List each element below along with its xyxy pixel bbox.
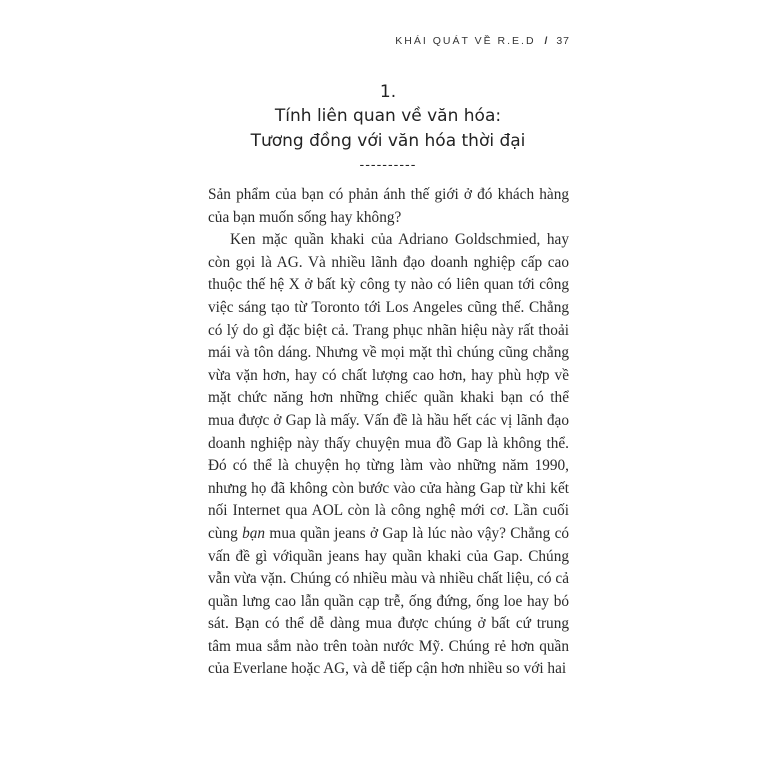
paragraph-main-part-1: Ken mặc quần khaki của Adriano Goldschmied, hay còn gọi là AG. Và nhiều lãnh đạo doanh nghiệp cấp cao thuộc thế hệ X ở bất kỳ công ty nào có liên quan tới công việc sáng tạo từ Toronto tới Los Angeles cũng thế. Chẳng có lý do gì đặc biệt cả. Trang phục nhãn hiệu này rất thoải mái và tôn dáng. Nhưng về mọi mặt thì chúng cũng chẳng vừa vặn hơn, hay có chất lượng cao hơn, hay phù hợp về mặt chức năng hơn những chiếc quần khaki bạn có thể mua được ở Gap là mấy. Vấn đề là hầu hết các vị lãnh đạo doanh nghiệp này thấy chuyện mua đồ Gap là không thể. Đó có thể là chuyện họ từng làm vào những năm 1990, nhưng họ đã không còn bước vào cửa hàng Gap từ khi kết nối Internet qua AOL còn là công nghệ mới cơ. Lần cuối cùng	[208, 231, 569, 542]
italic-word: bạn	[242, 524, 266, 542]
paragraph-intro: Sản phẩm của bạn có phản ánh thế giới ở đó khách hàng của bạn muốn sống hay không?	[208, 186, 569, 226]
paragraph-main-part-2: mua quần jeans ở Gap là lúc nào vậy? Chẳng có vấn đề gì vớiquần jeans hay quần khaki của Gap. Chúng vẫn vừa vặn. Chúng có nhiều màu và nhiều chất liệu, có cả quần lưng cao lẫn quần cạp trễ, ống đứng, ống loe hay bó sát. Bạn có thể dễ dàng mua được chúng ở bất cứ trung tâm mua sắm nào trên toàn nước Mỹ. Chúng rẻ hơn quần của Everlane hoặc AG, và dễ tiếp cận hơn nhiều so với hai	[208, 524, 570, 678]
page-number: 37	[556, 35, 570, 47]
running-head	[395, 35, 570, 47]
section-number: 1.	[379, 82, 397, 102]
running-head-separator: /	[544, 35, 548, 47]
paragraph-main	[208, 229, 569, 681]
section-title-line-1: Tính liên quan về văn hóa:	[274, 106, 502, 126]
heading-divider: ----------	[359, 158, 417, 173]
section-title-line-2: Tương đồng với văn hóa thời đại	[250, 131, 526, 151]
body-text	[208, 184, 569, 681]
running-head-title: KHÁI QUÁT VỀ R.E.D	[395, 35, 536, 47]
section-heading	[205, 80, 571, 176]
